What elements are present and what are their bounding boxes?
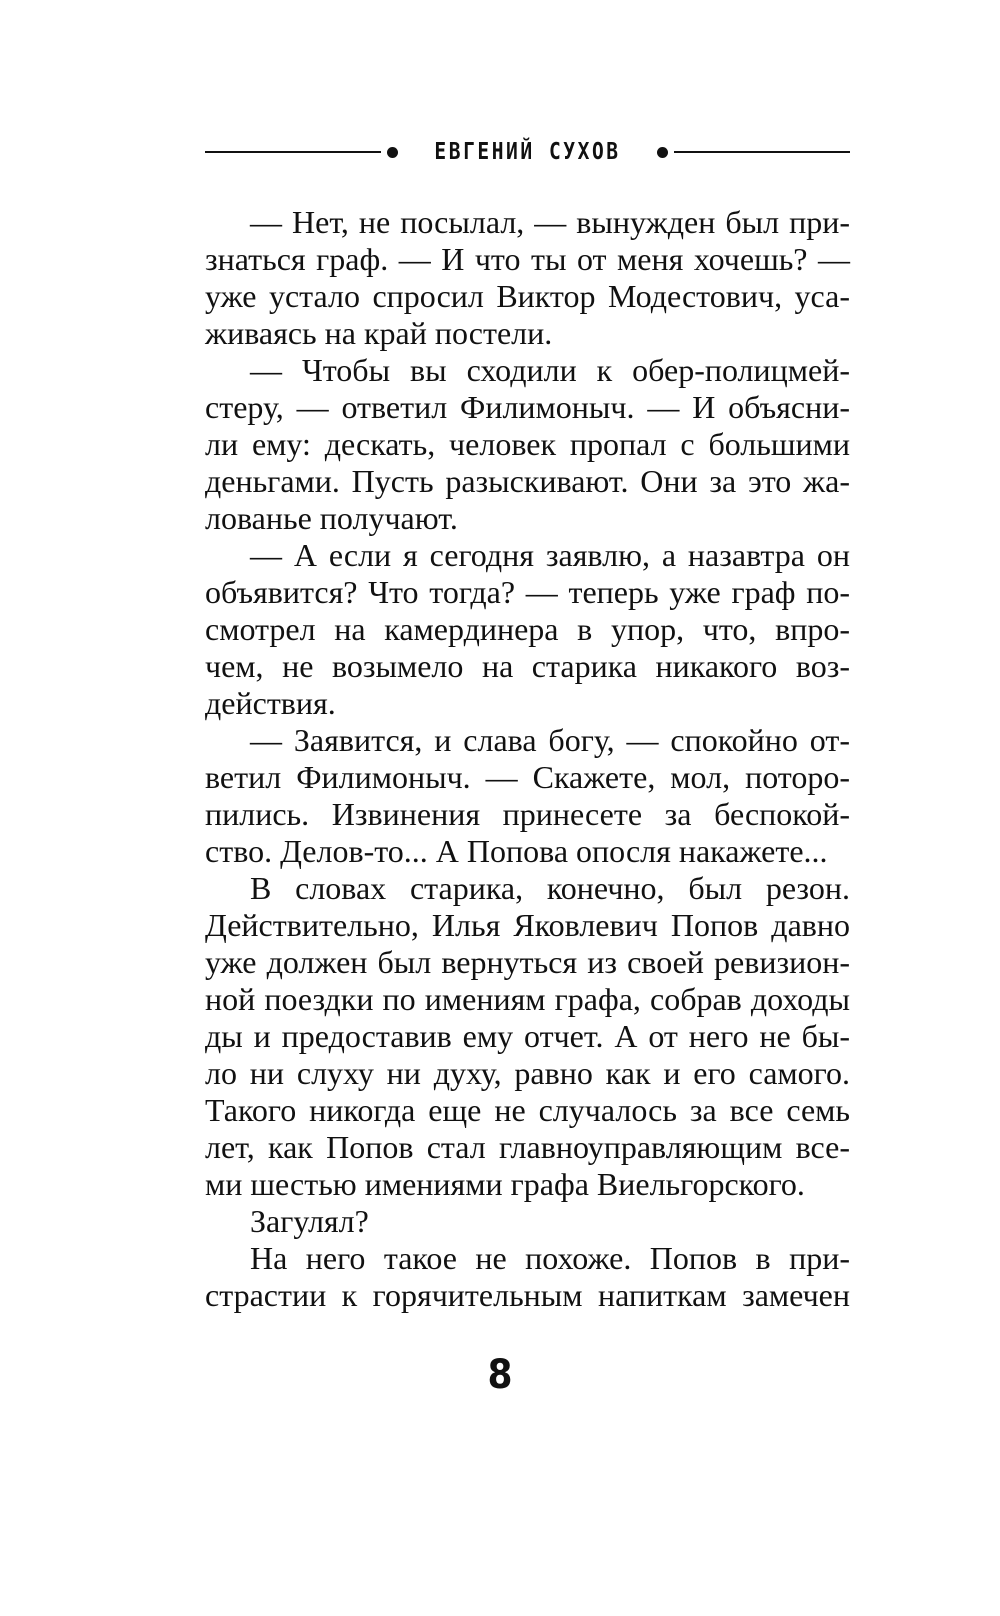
text-line: — Заявится, и слава богу, — спокойно от- bbox=[250, 722, 850, 758]
text-line: смотрел на камердинера в упор, что, впро- bbox=[205, 611, 850, 647]
text-line: объявится? Что тогда? — теперь уже граф по- bbox=[205, 574, 850, 610]
text-line: страстии к горячительным напиткам замечен bbox=[205, 1277, 850, 1313]
text-line: уже должен был вернуться из своей ревизион- bbox=[205, 944, 850, 980]
text-line: — Нет, не посылал, — вынужден был при- bbox=[250, 204, 850, 240]
text-line: лет, как Попов стал главноуправляющим все- bbox=[205, 1129, 850, 1165]
page-number: 8 bbox=[487, 1352, 513, 1398]
text-line: живаясь на край постели. bbox=[205, 315, 553, 351]
text-line: ды и предоставив ему отчет. А от него не бы- bbox=[205, 1018, 850, 1054]
text-line: Загулял? bbox=[250, 1203, 369, 1239]
text-line: На него такое не похоже. Попов в при- bbox=[250, 1240, 850, 1276]
text-line: ной поездки по имениям графа, собрав доходы bbox=[205, 981, 850, 1017]
text-line: стеру, — ответил Филимоныч. — И объясни- bbox=[205, 389, 850, 425]
text-line: действия. bbox=[205, 685, 336, 721]
text-line: лованье получают. bbox=[205, 500, 458, 536]
text-line: чем, не возымело на старика никакого воз- bbox=[205, 648, 850, 684]
text-line: Действительно, Илья Яковлевич Попов давно bbox=[205, 907, 850, 943]
text-line: ло ни слуху ни духу, равно как и его самого. bbox=[205, 1055, 850, 1091]
text-line: Такого никогда еще не случалось за все семь bbox=[205, 1092, 850, 1128]
text-line: ветил Филимоныч. — Скажете, мол, поторо- bbox=[205, 759, 850, 795]
text-line: уже устало спросил Виктор Модестович, уса- bbox=[205, 278, 850, 314]
header-left-dot-icon bbox=[387, 147, 398, 158]
body-text bbox=[205, 204, 850, 1314]
header-right-rule bbox=[674, 151, 850, 153]
header-left-rule bbox=[205, 151, 381, 153]
header-right-dot-icon bbox=[657, 147, 668, 158]
text-line: знаться граф. — И что ты от меня хочешь? — bbox=[205, 241, 850, 277]
text-line: ли ему: дескать, человек пропал с большими bbox=[205, 426, 850, 462]
text-line: ми шестью имениями графа Виельгорского. bbox=[205, 1166, 805, 1202]
text-line: деньгами. Пусть разыскивают. Они за это жа- bbox=[205, 463, 850, 499]
author-name: ЕВГЕНИЙ СУХОВ bbox=[434, 139, 621, 165]
running-header bbox=[205, 132, 850, 172]
text-line: В словах старика, конечно, был резон. bbox=[250, 870, 850, 906]
text-line: ство. Делов-то... А Попова опосля накажете... bbox=[205, 833, 828, 869]
text-line: — Чтобы вы сходили к обер-полицмей- bbox=[250, 352, 850, 388]
text-line: — А если я сегодня заявлю, а назавтра он bbox=[250, 537, 850, 573]
text-line: пились. Извинения принесете за беспокой- bbox=[205, 796, 850, 832]
